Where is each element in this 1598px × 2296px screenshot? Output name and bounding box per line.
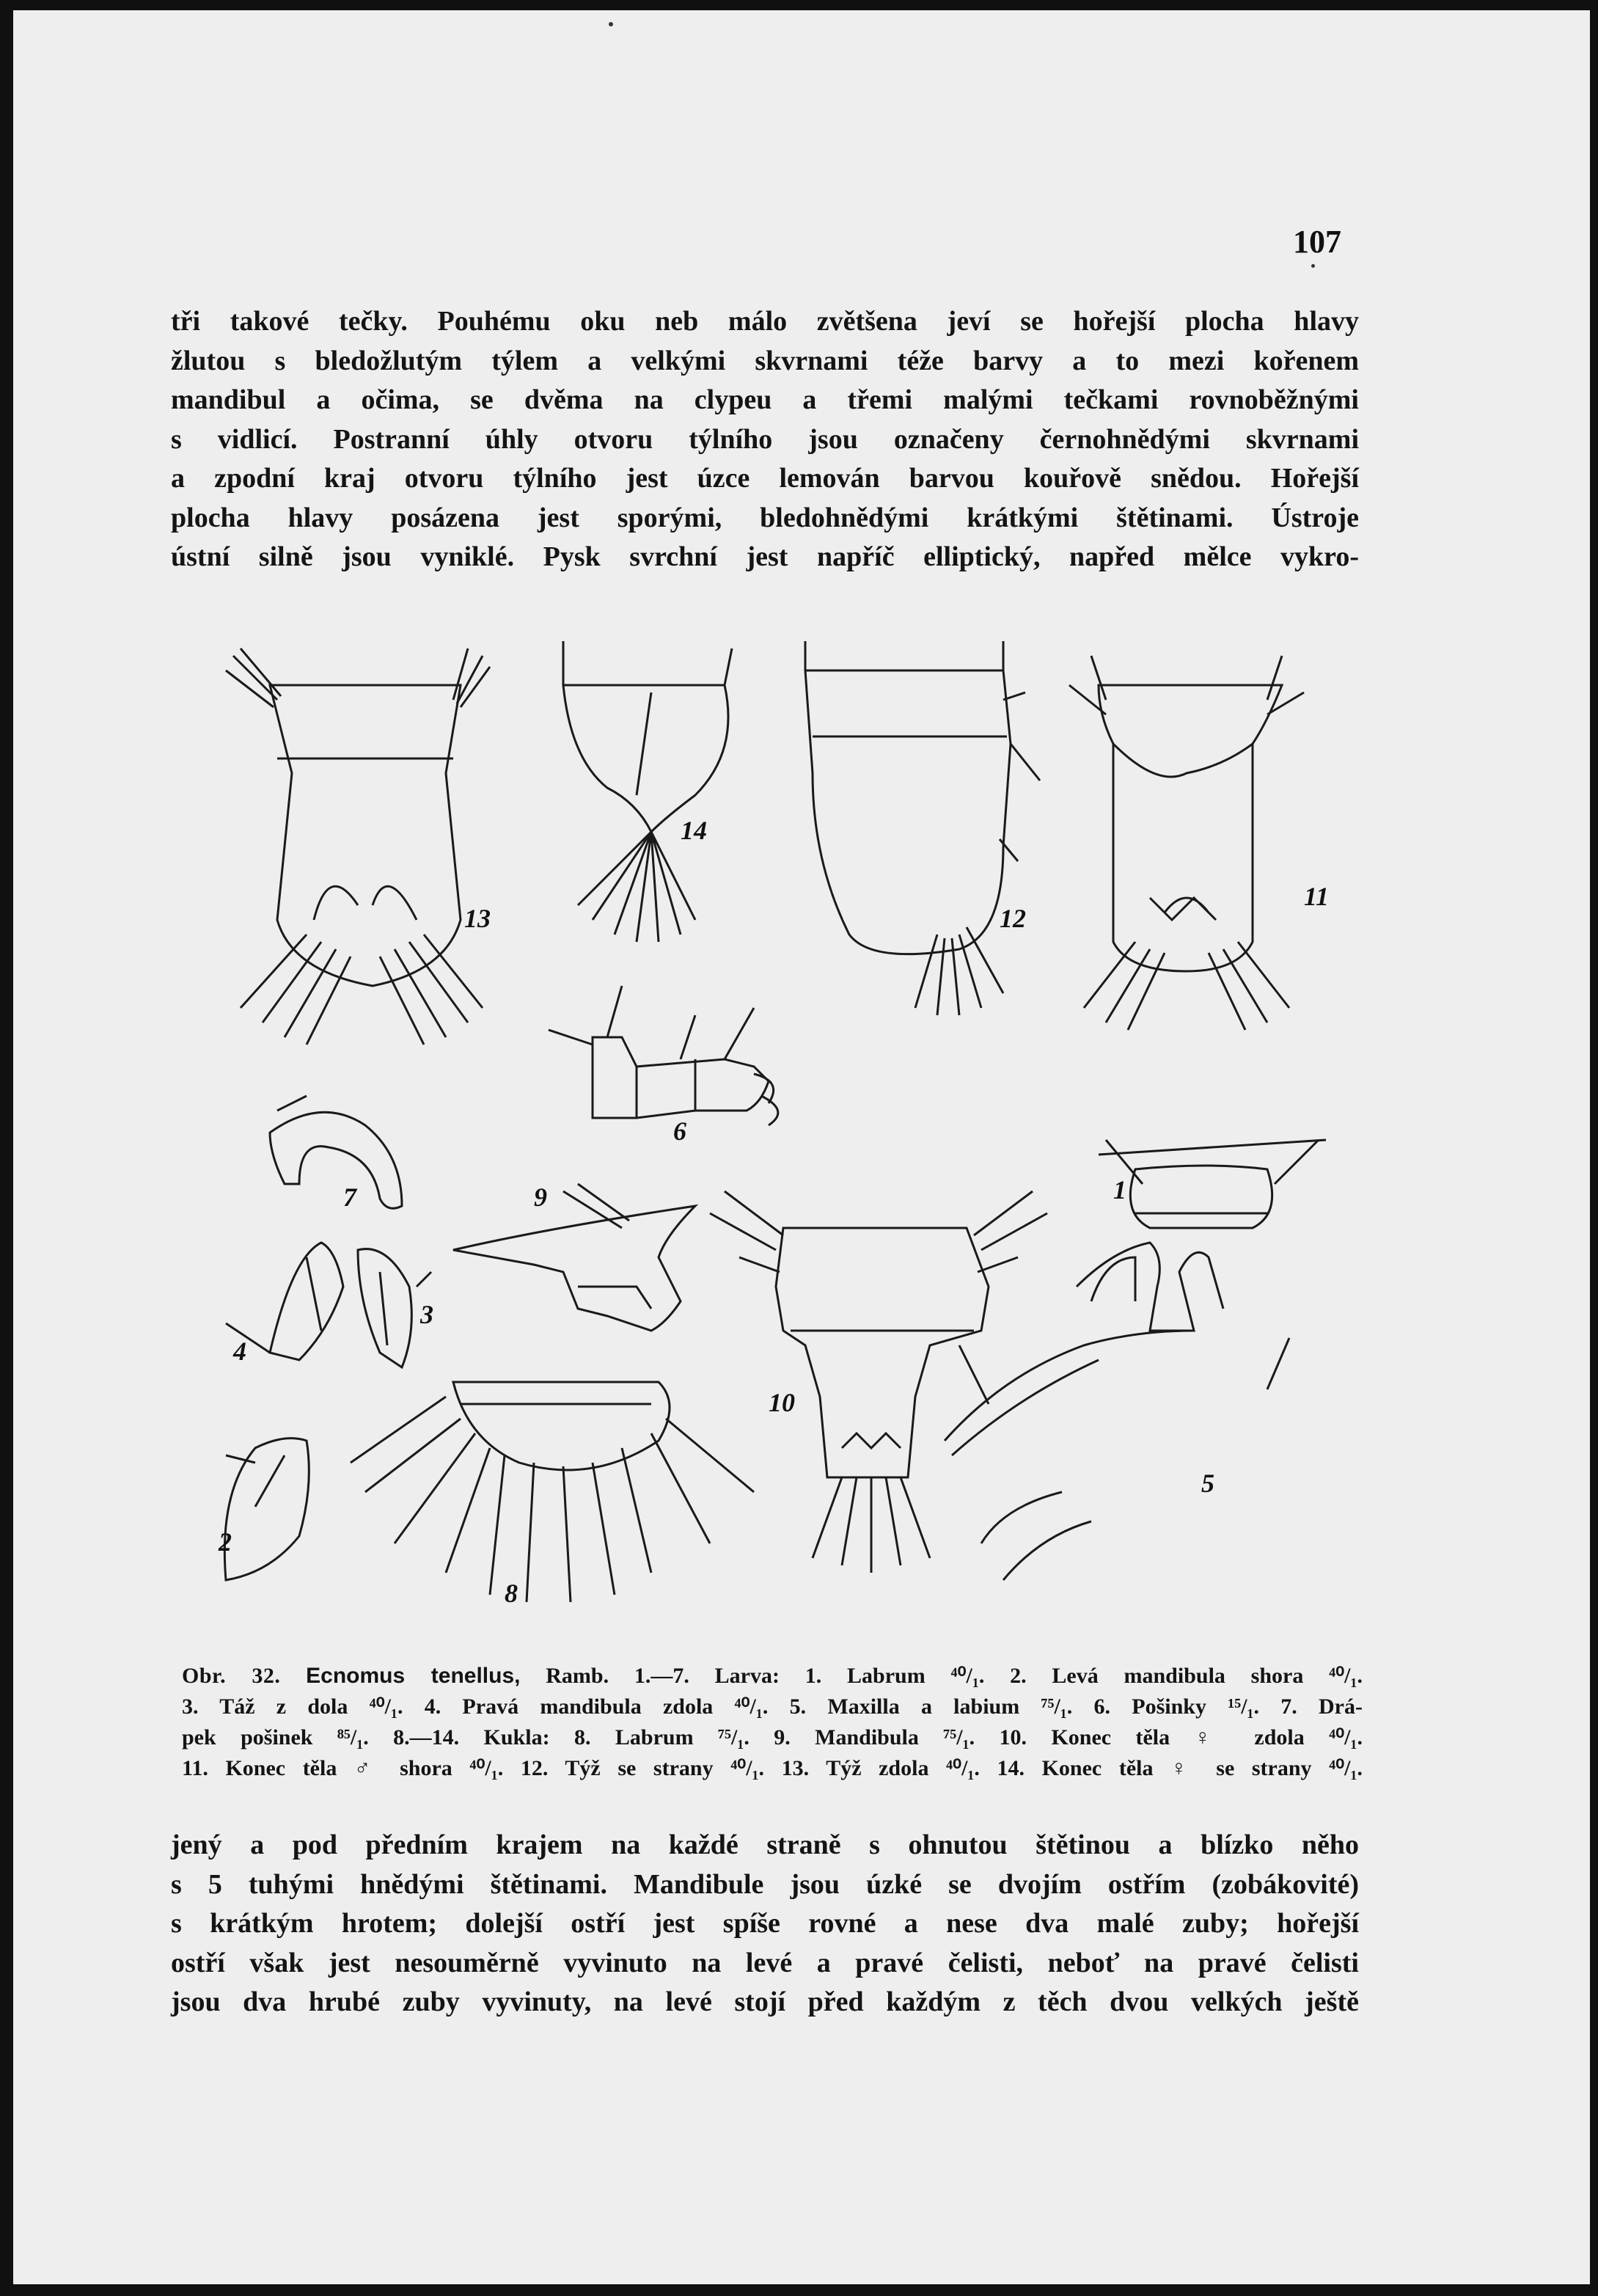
fig14-label: 14 [681, 816, 707, 845]
text-line: žlutou s bledožlutým týlem a velkými skvrnami téže barvy a to mezi kořenem [171, 345, 1359, 376]
fig9-drawing [453, 1184, 695, 1331]
fig2-drawing [224, 1438, 309, 1580]
text-line: s krátkým hrotem; dolejší ostří jest spíše rovné a nese dva malé zuby; hořejší [171, 1908, 1359, 1939]
fig14-drawing [563, 641, 732, 942]
text-line: jsou dva hrubé zuby vyvinuty, na levé stojí před každým z těch dvou velkých ještě [171, 1986, 1359, 2017]
fig13-label: 13 [464, 904, 491, 933]
fig8-drawing [351, 1382, 754, 1602]
text-line: s 5 tuhými hnědými štětinami. Mandibule jsou úzké se dvojím ostřím (zobákovité) [171, 1868, 1359, 1900]
fig7-label: 7 [343, 1182, 356, 1212]
fig4-label: 4 [233, 1337, 246, 1366]
fig2-label: 2 [219, 1527, 232, 1557]
fig10-drawing [710, 1191, 1047, 1573]
fig9-label: 9 [534, 1182, 547, 1212]
fig1-drawing [1099, 1140, 1326, 1228]
fig5-label: 5 [1201, 1469, 1214, 1498]
fig12-label: 12 [1000, 904, 1026, 933]
fig8-label: 8 [505, 1579, 518, 1608]
fig11-drawing [1069, 656, 1304, 1030]
paragraph-top [171, 302, 1359, 577]
caption-line: 3. Táž z dola ⁴⁰/₁. 4. Pravá mandibula zdola ⁴⁰/₁. 5. Maxilla a labium ⁷⁵/₁. 6. Pošinky ¹⁵/₁. 7. Drá- [182, 1694, 1363, 1719]
fig5-drawing [945, 1243, 1289, 1580]
fig10-label: 10 [769, 1388, 795, 1417]
fig6-label: 6 [673, 1116, 686, 1146]
print-speck [609, 22, 613, 26]
text-line: ústní silně jsou vyniklé. Pysk svrchní jest napříč elliptický, napřed mělce vykro- [171, 541, 1359, 572]
text-line: plocha hlavy posázena jest sporými, bledohnědými krátkými štětinami. Ústroje [171, 502, 1359, 533]
caption-line: pek pošinek ⁸⁵/₁. 8.—14. Kukla: 8. Labrum ⁷⁵/₁. 9. Mandibula ⁷⁵/₁. 10. Konec těla ♀ zdola ⁴⁰/₁. [182, 1725, 1363, 1750]
caption-figure-number: Obr. 32. [182, 1664, 281, 1688]
paragraph-bottom [171, 1826, 1359, 2022]
text-line: s vidlicí. Postranní úhly otvoru týlního jsou označeny černohnědými skvrnami [171, 423, 1359, 455]
print-speck [1311, 264, 1315, 268]
book-page [13, 10, 1590, 2284]
fig7-drawing [270, 1096, 402, 1208]
text-line: ostří však jest nesouměrně vyvinuto na levé a pravé čelisti, neboť na pravé čelisti [171, 1947, 1359, 1978]
fig6-drawing [549, 986, 778, 1125]
fig3-label: 3 [420, 1300, 433, 1329]
fig12-drawing [805, 641, 1040, 1015]
page-number: 107 [1293, 224, 1341, 260]
caption-species: Ecnomus tenellus, [306, 1664, 521, 1688]
text-line: tři takové tečky. Pouhému oku neb málo zvětšena jeví se hořejší plocha hlavy [171, 306, 1359, 337]
fig1-label: 1 [1113, 1175, 1126, 1204]
text-line: a zpodní kraj otvoru týlního jest úzce lemován barvou kouřově snědou. Hořejší [171, 463, 1359, 494]
figure-caption [182, 1661, 1363, 1784]
figure-illustration [182, 626, 1385, 1639]
text-line: mandibul a očima, se dvěma na clypeu a třemi malými tečkami rovnoběžnými [171, 384, 1359, 415]
fig11-label: 11 [1304, 882, 1330, 911]
text-line: jený a pod předním krajem na každé straně s ohnutou štětinou a blízko něho [171, 1829, 1359, 1860]
caption-line [182, 1661, 1363, 1692]
caption-line: 11. Konec těla ♂ shora ⁴⁰/₁. 12. Týž se strany ⁴⁰/₁. 13. Týž zdola ⁴⁰/₁. 14. Konec těla ♀ se strany ⁴⁰/₁. [182, 1756, 1363, 1780]
caption-line-1-text: Ramb. 1.—7. Larva: 1. Labrum ⁴⁰/₁. 2. Levá mandibula shora ⁴⁰/₁. [546, 1664, 1363, 1688]
fig13-drawing [226, 648, 490, 1045]
